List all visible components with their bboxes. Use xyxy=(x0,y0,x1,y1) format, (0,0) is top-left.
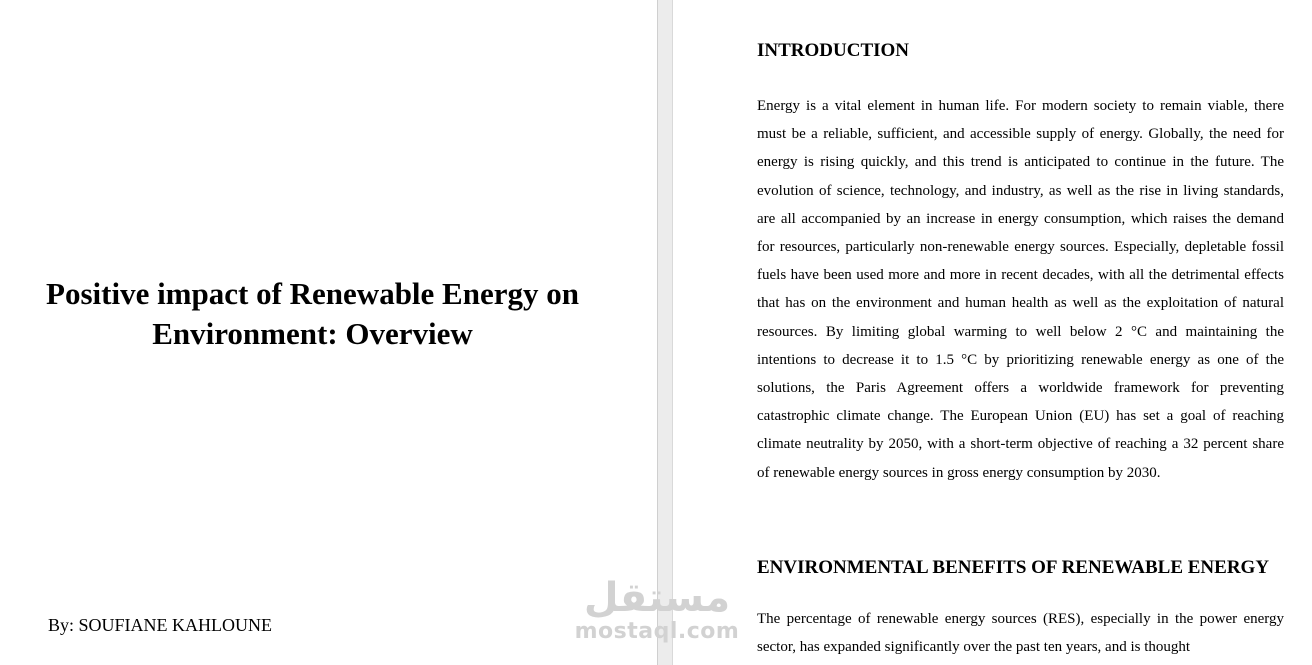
author-line: By: SOUFIANE KAHLOUNE xyxy=(48,615,272,635)
watermark-latin: mostaql.com xyxy=(574,619,740,644)
environmental-benefits-paragraph: The percentage of renewable energy sources (RES), especially in the power energy sector, has expanded significantly over the past ten years, and is thought xyxy=(757,611,1284,656)
introduction-paragraph: Energy is a vital element in human life. For modern society to remain viable, there must be a reliable, sufficient, and accessible supply of energy. Globally, the need for energy is rising quickly, and this trend is anticipated to continue in the future. The evolution of science, technology, and industry, as well as the rise in living standards, are all accompanied by an increase in energy consumption, which raises the demand for resources, particularly non-renewable energy sources. Especially, depletable fossil fuels have been used more and more in recent decades, with all the detrimental effects that has on the environment and human health as well as the exploitation of natural resources. By limiting global warming to well below 2 °C and maintaining the intentions to decrease it to 1.5 °C by prioritizing renewable energy as one of the solutions, the Paris Agreement offers a worldwide framework for preventing catastrophic climate change. The European Union (EU) has set a goal of reaching climate neutrality by 2050, with a short-term objective of reaching a 32 percent share of renewable energy sources in gross energy consumption by 2030. xyxy=(757,98,1284,481)
content-page xyxy=(673,0,1312,665)
page-gutter xyxy=(657,0,673,665)
watermark-arabic: مستقل xyxy=(583,575,731,621)
environmental-benefits-heading: ENVIRONMENTAL BENEFITS OF RENEWABLE ENERGY xyxy=(757,557,1270,578)
document-title: Positive impact of Renewable Energy on Environment: Overview xyxy=(46,276,579,351)
introduction-heading: INTRODUCTION xyxy=(757,40,910,61)
